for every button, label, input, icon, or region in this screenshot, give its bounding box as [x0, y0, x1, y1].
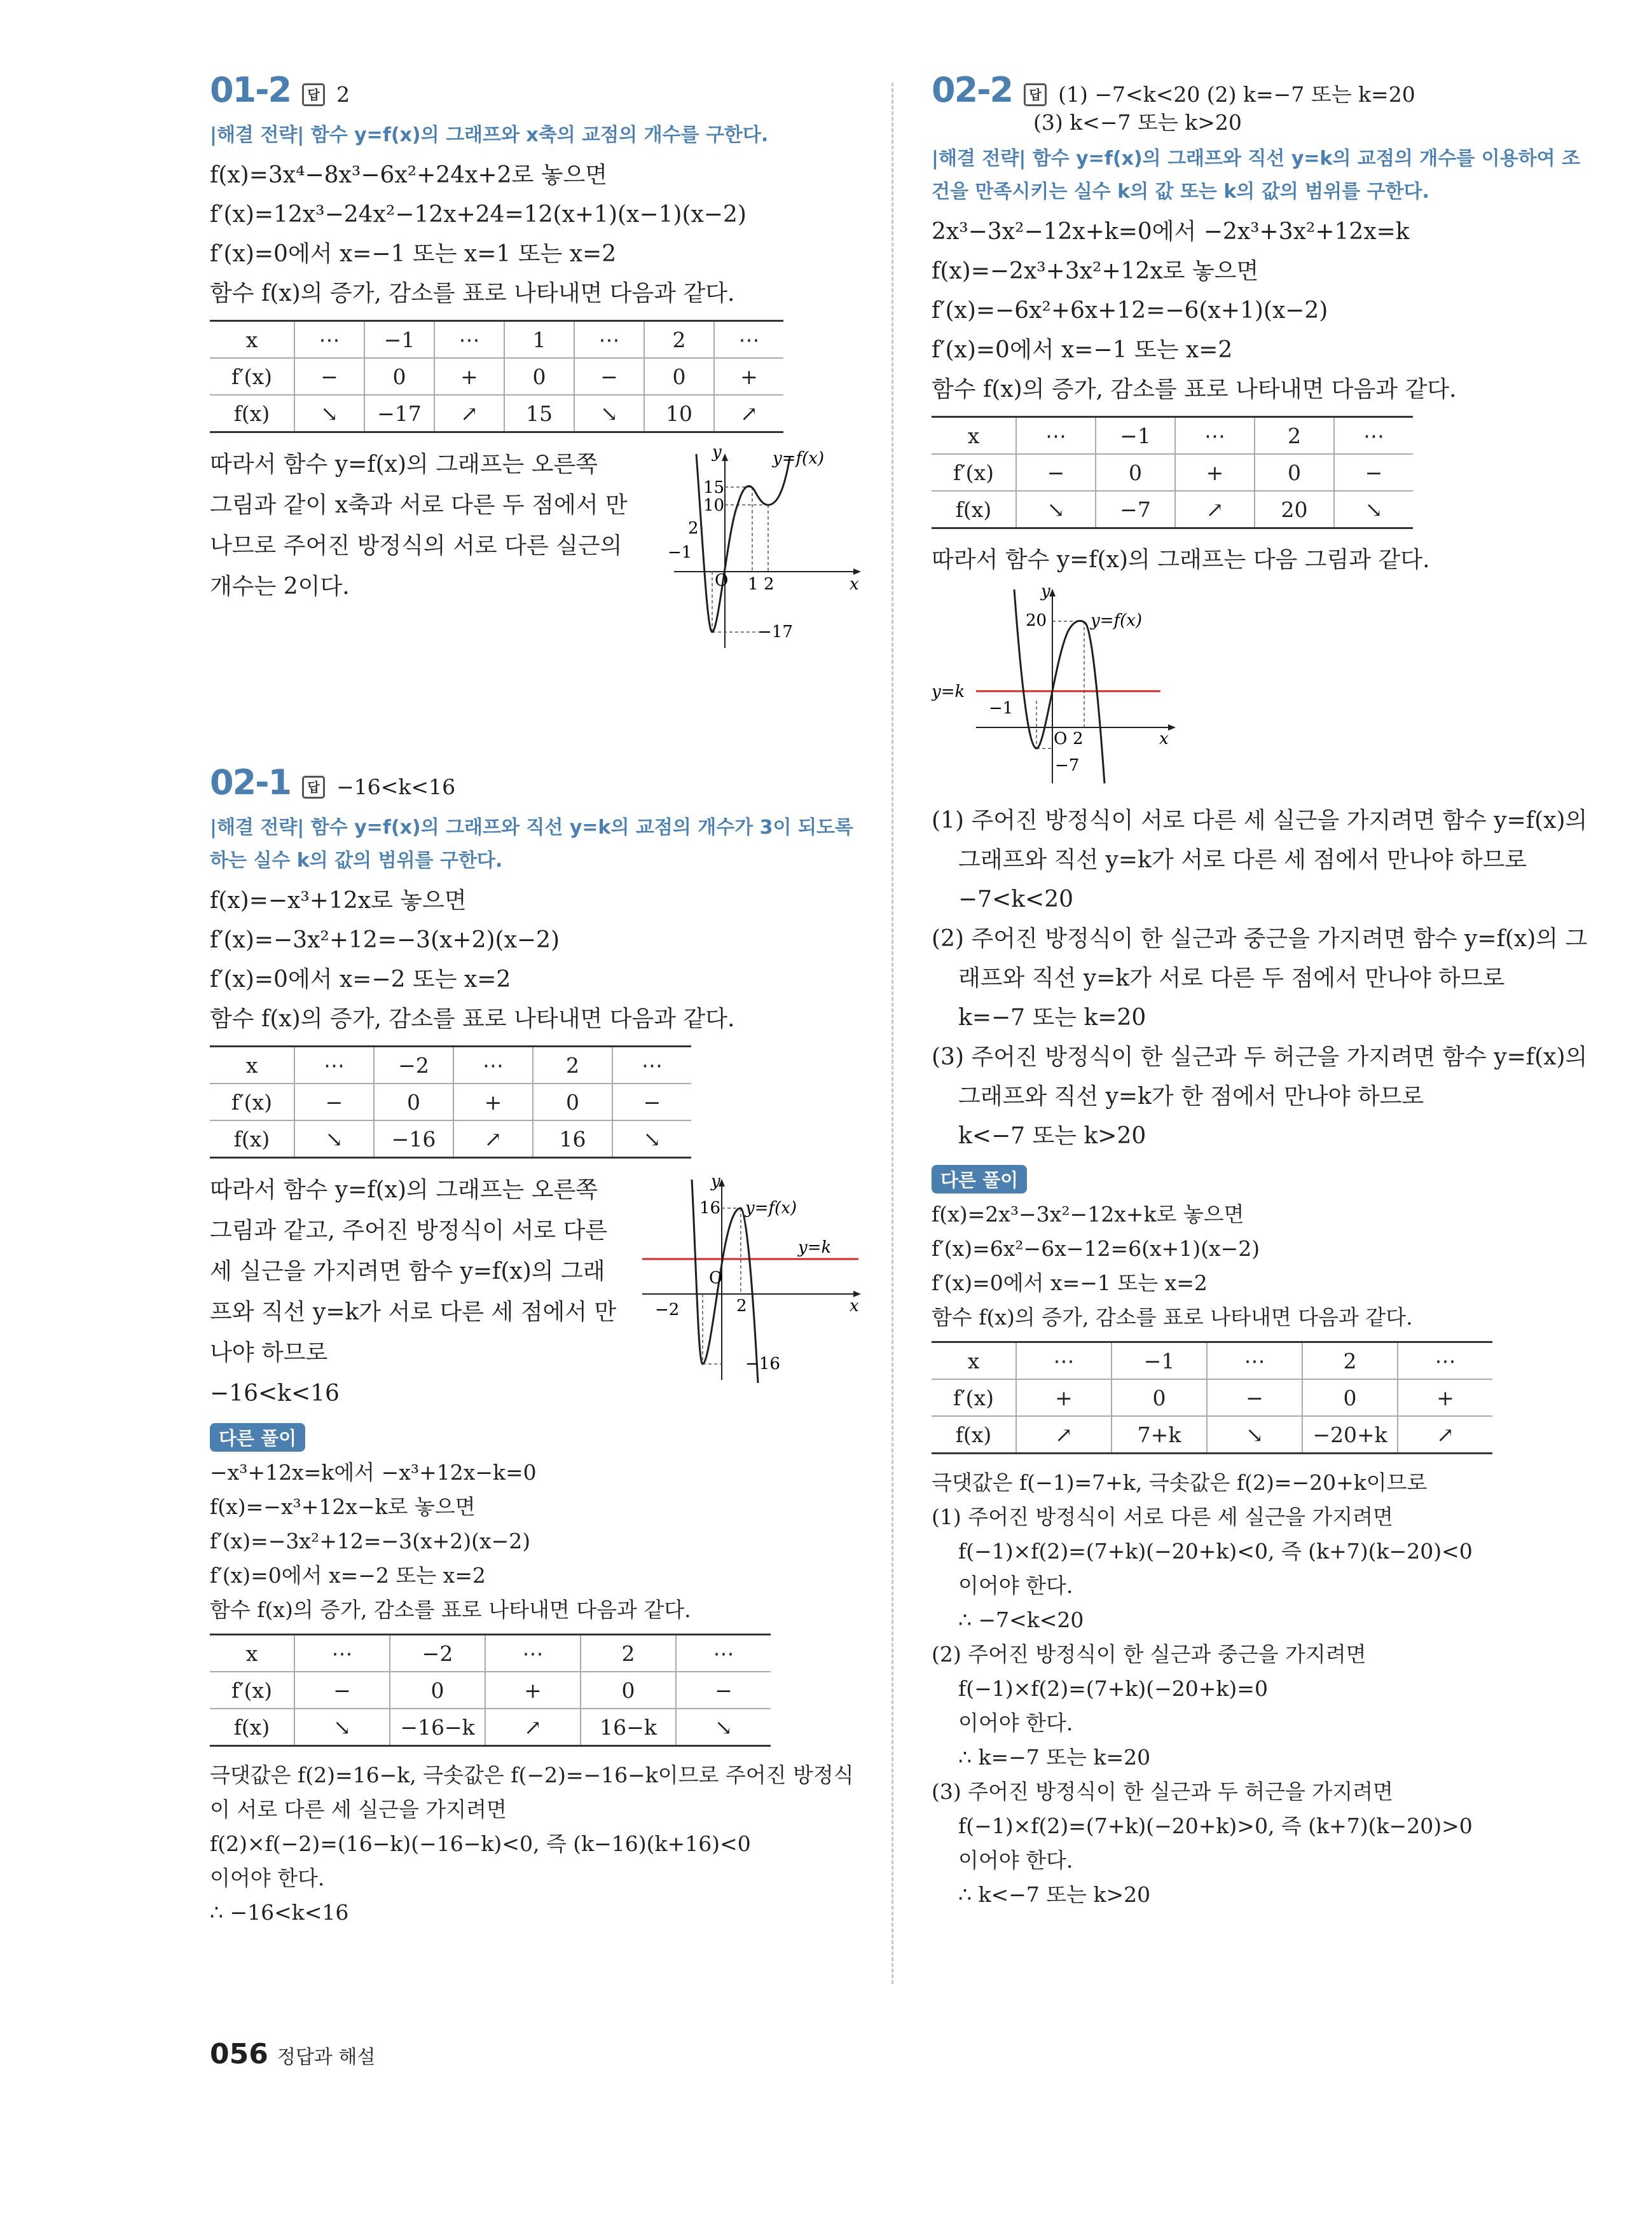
- table-cell: 2: [581, 1635, 676, 1672]
- table-cell: −1: [1096, 417, 1175, 455]
- table-cell: ⋯: [1207, 1342, 1302, 1380]
- table-cell: ↗: [434, 395, 504, 432]
- table-cell: −: [294, 1672, 390, 1709]
- solution-line: f(x)=−2x³+3x²+12x로 놓으면: [932, 258, 1259, 284]
- y-label: y: [1041, 582, 1050, 601]
- solution-line: f′(x)=12x³−24x²−12x+24=12(x+1)(x−1)(x−2): [210, 202, 747, 228]
- alt-solution-line: 극댓값은 f(2)=16−k, 극솟값은 f(−2)=−16−k이므로 주어진 방정식: [210, 1763, 854, 1787]
- tick-label: 15: [703, 478, 725, 497]
- alternative-solution-badge: 다른 풀이: [932, 1165, 1027, 1194]
- table-cell: ⋯: [453, 1047, 533, 1084]
- table-cell: 0: [504, 358, 574, 395]
- case-line: k<−7 또는 k>20: [958, 1123, 1146, 1149]
- alt-solution-line: ∴ −16<k<16: [210, 1900, 349, 1925]
- table-cell: 7+k: [1112, 1416, 1207, 1454]
- left-column: [210, 70, 865, 1930]
- table-cell: −: [1016, 454, 1096, 491]
- table-cell: 1: [504, 321, 574, 359]
- alt-solution-line: f′(x)=0에서 x=−2 또는 x=2: [210, 1563, 486, 1588]
- alt-solution-line: −x³+12x=k에서 −x³+12x−k=0: [210, 1460, 537, 1485]
- strategy-line: |해결 전략| 함수 y=f(x)의 그래프와 직선 y=k의 교점의 개수를 이용하여 조: [932, 148, 1581, 170]
- table-cell: ⋯: [1334, 417, 1413, 455]
- function-label: y=f(x): [1091, 611, 1143, 630]
- x-label: x: [1159, 729, 1169, 748]
- page-label: 정답과 해설: [277, 2046, 376, 2068]
- column-divider: [891, 83, 893, 1984]
- x-label: x: [850, 1297, 859, 1316]
- table-cell: ⋯: [1175, 417, 1255, 455]
- alt-solution-line: 함수 f(x)의 증가, 감소를 표로 나타내면 다음과 같다.: [932, 1305, 1413, 1330]
- graph-02-1: [636, 1170, 865, 1386]
- tick-label: −2: [655, 1300, 680, 1319]
- page-footer: [210, 2038, 375, 2070]
- case-line: 래프와 직선 y=k가 서로 다른 두 점에서 만나야 하므로: [958, 965, 1505, 991]
- table-cell: x: [210, 1047, 294, 1084]
- variation-table: [932, 416, 1413, 529]
- table-cell: ⋯: [485, 1635, 581, 1672]
- table-cell: ↘: [676, 1709, 771, 1746]
- table-cell: f(x): [210, 395, 294, 432]
- table-cell: −20+k: [1302, 1416, 1398, 1454]
- answer: −16<k<16: [336, 774, 456, 799]
- table-cell: ⋯: [574, 321, 644, 359]
- answer: 2: [336, 82, 350, 107]
- table-cell: 0: [1096, 454, 1175, 491]
- table-cell: 15: [504, 395, 574, 432]
- tick-label: 2: [764, 575, 774, 594]
- conclusion-line: 나야 하므로: [210, 1340, 328, 1366]
- table-cell: +: [1016, 1379, 1112, 1416]
- table-cell: x: [210, 1635, 294, 1672]
- case-line: (3) 주어진 방정식이 한 실근과 두 허근을 가지려면 함수 y=f(x)의: [932, 1044, 1588, 1070]
- alt-solution-line: ∴ −7<k<20: [958, 1607, 1084, 1632]
- page-number: 056: [210, 2038, 268, 2070]
- conclusion-line: 세 실근을 가지려면 함수 y=f(x)의 그래: [210, 1258, 605, 1284]
- table-cell: 16: [533, 1120, 612, 1158]
- table-cell: −2: [390, 1635, 485, 1672]
- table-cell: −7: [1096, 491, 1175, 528]
- graph-02-2: [932, 580, 1186, 790]
- answer-mark-icon: 답: [302, 776, 325, 799]
- table-cell: ↗: [1398, 1416, 1492, 1454]
- alt-solution-line: 함수 f(x)의 증가, 감소를 표로 나타내면 다음과 같다.: [210, 1597, 691, 1622]
- origin-label: O: [709, 1269, 723, 1288]
- table-cell: f′(x): [932, 1379, 1016, 1416]
- conclusion-line: 프와 직선 y=k가 서로 다른 세 점에서 만: [210, 1299, 617, 1325]
- conclusion-line: 개수는 2이다.: [210, 574, 350, 600]
- variation-table: [210, 1045, 691, 1159]
- solution-line: f′(x)=−6x²+6x+12=−6(x+1)(x−2): [932, 298, 1328, 324]
- strategy-line: 하는 실수 k의 값의 범위를 구한다.: [210, 850, 503, 872]
- conclusion-line: −16<k<16: [210, 1380, 340, 1407]
- table-cell: ⋯: [714, 321, 783, 359]
- solution-line: f(x)=3x⁴−8x³−6x²+24x+2로 놓으면: [210, 162, 608, 188]
- conclusion-line: 나므로 주어진 방정식의 서로 다른 실근의: [210, 533, 623, 559]
- problem-02-2: [932, 70, 1587, 1912]
- alt-solution-line: 이 서로 다른 세 실근을 가지려면: [210, 1797, 507, 1822]
- table-cell: 0: [1112, 1379, 1207, 1416]
- case-line: (1) 주어진 방정식이 서로 다른 세 실근을 가지려면 함수 y=f(x)의: [932, 808, 1588, 834]
- alt-solution-line: 이어야 한다.: [958, 1710, 1073, 1735]
- table-cell: ⋯: [294, 1047, 374, 1084]
- alt-solution-line: f(x)=−x³+12x−k로 놓으면: [210, 1494, 476, 1519]
- tick-label: −7: [1055, 756, 1080, 775]
- table-cell: 0: [581, 1672, 676, 1709]
- table-cell: 2: [644, 321, 714, 359]
- table-cell: 0: [644, 358, 714, 395]
- case-line: (2) 주어진 방정식이 한 실근과 중근을 가지려면 함수 y=f(x)의 그: [932, 926, 1588, 952]
- alt-solution-line: f(x)=2x³−3x²−12x+k로 놓으면: [932, 1202, 1244, 1227]
- table-cell: −17: [364, 395, 434, 432]
- solution-strategy: [932, 142, 1587, 209]
- table-cell: ⋯: [1016, 1342, 1112, 1380]
- alt-solution-line: (1) 주어진 방정식이 서로 다른 세 실근을 가지려면: [932, 1504, 1393, 1529]
- tick-label: 20: [1026, 611, 1047, 630]
- tick-label: 2: [736, 1297, 747, 1316]
- problem-01-2: [210, 70, 865, 654]
- alt-solution-line: (2) 주어진 방정식이 한 실근과 중근을 가지려면: [932, 1642, 1366, 1667]
- alt-solution-line: f′(x)=0에서 x=−1 또는 x=2: [932, 1270, 1208, 1295]
- table-cell: 2: [1255, 417, 1334, 455]
- table-cell: 10: [644, 395, 714, 432]
- solution-line: 함수 f(x)의 증가, 감소를 표로 나타내면 다음과 같다.: [210, 1006, 735, 1032]
- alt-solution-line: ∴ k<−7 또는 k>20: [958, 1882, 1151, 1907]
- table-cell: −: [294, 358, 364, 395]
- case-list: [932, 801, 1587, 1156]
- solution-strategy: [210, 811, 865, 878]
- line-label: y=k: [798, 1238, 832, 1257]
- table-cell: 2: [1302, 1342, 1398, 1380]
- table-cell: x: [932, 417, 1016, 455]
- conclusion-line: 따라서 함수 y=f(x)의 그래프는 오른쪽: [210, 451, 598, 478]
- table-cell: −16: [374, 1120, 453, 1158]
- function-label: y=f(x): [773, 449, 825, 468]
- table-cell: −1: [364, 321, 434, 359]
- table-cell: ↗: [453, 1120, 533, 1158]
- right-column: [932, 70, 1587, 1912]
- graph-intro: 따라서 함수 y=f(x)의 그래프는 다음 그림과 같다.: [932, 547, 1430, 573]
- table-cell: x: [932, 1342, 1016, 1380]
- tick-label: −1: [668, 543, 692, 562]
- table-cell: +: [1398, 1379, 1492, 1416]
- table-cell: ↘: [1207, 1416, 1302, 1454]
- table-cell: f(x): [932, 491, 1016, 528]
- function-label: y=f(x): [745, 1199, 797, 1218]
- table-cell: 2: [533, 1047, 612, 1084]
- table-cell: ⋯: [1016, 417, 1096, 455]
- tick-label: 10: [703, 496, 725, 515]
- tick-label: 1: [748, 575, 759, 594]
- origin-label: O: [1054, 729, 1068, 748]
- alt-solution-line: 이어야 한다.: [210, 1866, 325, 1890]
- table-cell: ↗: [485, 1709, 581, 1746]
- variation-table: [210, 320, 783, 433]
- table-cell: 0: [390, 1672, 485, 1709]
- conclusion: [210, 1170, 616, 1414]
- alt-solution-line: f′(x)=6x²−6x−12=6(x+1)(x−2): [932, 1236, 1260, 1261]
- solution-line: 2x³−3x²−12x+k=0에서 −2x³+3x²+12x=k: [932, 219, 1410, 245]
- case-line: 그래프와 직선 y=k가 서로 다른 세 점에서 만나야 하므로: [958, 847, 1527, 873]
- table-cell: 0: [1302, 1379, 1398, 1416]
- alt-solution-line: 극댓값은 f(−1)=7+k, 극솟값은 f(2)=−20+k이므로: [932, 1470, 1428, 1495]
- line-label: y=k: [932, 682, 965, 701]
- strategy-line: 건을 만족시키는 실수 k의 값 또는 k의 값의 범위를 구한다.: [932, 181, 1429, 203]
- case-line: k=−7 또는 k=20: [958, 1005, 1146, 1031]
- tick-label: 2: [688, 519, 699, 538]
- table-cell: 0: [374, 1084, 453, 1120]
- table-cell: 16−k: [581, 1709, 676, 1746]
- solution-line: 함수 f(x)의 증가, 감소를 표로 나타내면 다음과 같다.: [210, 280, 735, 306]
- table-cell: ⋯: [612, 1047, 691, 1084]
- alt-solution-line: (3) 주어진 방정식이 한 실근과 두 허근을 가지려면: [932, 1779, 1393, 1804]
- alt-solution-line: ∴ k=−7 또는 k=20: [958, 1745, 1151, 1770]
- table-cell: f(x): [932, 1416, 1016, 1454]
- solution-line: f′(x)=0에서 x=−1 또는 x=1 또는 x=2: [210, 241, 617, 267]
- table-cell: −16−k: [390, 1709, 485, 1746]
- x-axis-arrow-icon: [853, 568, 861, 575]
- tick-label: −16: [745, 1354, 780, 1373]
- y-axis-arrow-icon: [722, 453, 728, 461]
- table-cell: +: [485, 1672, 581, 1709]
- alt-variation-table: [210, 1634, 771, 1747]
- table-cell: ↗: [1175, 491, 1255, 528]
- tick-label: 2: [1073, 729, 1084, 748]
- alt-solution-line: f(−1)×f(2)=(7+k)(−20+k)<0, 즉 (k+7)(k−20)<0: [958, 1539, 1473, 1564]
- x-axis-arrow-icon: [1168, 724, 1176, 731]
- table-cell: f′(x): [932, 454, 1016, 491]
- alt-solution-line: f(2)×f(−2)=(16−k)(−16−k)<0, 즉 (k−16)(k+16)<0: [210, 1831, 751, 1856]
- table-cell: ↘: [1334, 491, 1413, 528]
- table-cell: ⋯: [294, 321, 364, 359]
- problem-number: 02-2: [932, 70, 1013, 110]
- table-cell: ↗: [1016, 1416, 1112, 1454]
- table-cell: ⋯: [1398, 1342, 1492, 1380]
- alt-solution-line: 이어야 한다.: [958, 1848, 1073, 1873]
- tick-label: −1: [989, 699, 1014, 718]
- solution-line: f(x)=−x³+12x로 놓으면: [210, 888, 467, 914]
- origin-label: O: [715, 571, 729, 590]
- table-cell: f′(x): [210, 358, 294, 395]
- table-cell: +: [434, 358, 504, 395]
- table-cell: +: [453, 1084, 533, 1120]
- alt-solution-line: 이어야 한다.: [958, 1573, 1073, 1598]
- table-cell: −: [574, 358, 644, 395]
- table-cell: 0: [533, 1084, 612, 1120]
- table-cell: f′(x): [210, 1084, 294, 1120]
- alt-solution-line: f′(x)=−3x²+12=−3(x+2)(x−2): [210, 1529, 531, 1553]
- x-label: x: [850, 575, 859, 594]
- answer-mark-icon: 답: [1024, 83, 1047, 106]
- problem-number: 02-1: [210, 762, 291, 802]
- table-cell: ↗: [714, 395, 783, 432]
- tick-label: 16: [699, 1199, 721, 1218]
- table-cell: x: [210, 321, 294, 359]
- answer-continued: (3) k<−7 또는 k>20: [1033, 110, 1242, 135]
- table-cell: ↘: [294, 1709, 390, 1746]
- table-cell: 0: [1255, 454, 1334, 491]
- table-cell: −: [1334, 454, 1413, 491]
- answer: (1) −7<k<20 (2) k=−7 또는 k=20: [1058, 82, 1415, 107]
- table-cell: −: [612, 1084, 691, 1120]
- tick-label: −17: [758, 623, 793, 642]
- table-cell: ↘: [294, 395, 364, 432]
- table-cell: +: [1175, 454, 1255, 491]
- solution-line: f′(x)=−3x²+12=−3(x+2)(x−2): [210, 927, 560, 953]
- table-cell: −2: [374, 1047, 453, 1084]
- solution-strategy: |해결 전략| 함수 y=f(x)의 그래프와 x축의 교점의 개수를 구한다.: [210, 124, 769, 146]
- table-cell: −: [294, 1084, 374, 1120]
- solution-line: 함수 f(x)의 증가, 감소를 표로 나타내면 다음과 같다.: [932, 376, 1457, 403]
- alternative-solution-badge: 다른 풀이: [210, 1423, 305, 1452]
- conclusion: [210, 444, 628, 607]
- answer-mark-icon: 답: [302, 83, 325, 106]
- strategy-line: |해결 전략| 함수 y=f(x)의 그래프와 직선 y=k의 교점의 개수가 3이 되도록: [210, 816, 853, 839]
- conclusion-line: 그림과 같고, 주어진 방정식이 서로 다른: [210, 1218, 608, 1244]
- table-cell: 0: [364, 358, 434, 395]
- problem-number: 01-2: [210, 70, 291, 110]
- table-cell: f(x): [210, 1120, 294, 1158]
- graph-01-2: [649, 444, 865, 654]
- table-cell: ⋯: [434, 321, 504, 359]
- alt-solution-line: f(−1)×f(2)=(7+k)(−20+k)>0, 즉 (k+7)(k−20)>0: [958, 1814, 1473, 1838]
- solution-line: f′(x)=0에서 x=−2 또는 x=2: [210, 967, 511, 993]
- case-line: 그래프와 직선 y=k가 한 점에서 만나야 하므로: [958, 1084, 1424, 1110]
- table-cell: −: [676, 1672, 771, 1709]
- problem-02-1: [210, 762, 865, 1930]
- table-cell: +: [714, 358, 783, 395]
- conclusion-line: 따라서 함수 y=f(x)의 그래프는 오른쪽: [210, 1177, 598, 1203]
- conclusion-line: 그림과 같이 x축과 서로 다른 두 점에서 만: [210, 492, 628, 518]
- table-cell: ↘: [1016, 491, 1096, 528]
- solution-line: f′(x)=0에서 x=−1 또는 x=2: [932, 337, 1233, 363]
- table-cell: ↘: [612, 1120, 691, 1158]
- table-cell: ↘: [574, 395, 644, 432]
- table-cell: ⋯: [676, 1635, 771, 1672]
- table-cell: ↘: [294, 1120, 374, 1158]
- table-cell: f(x): [210, 1709, 294, 1746]
- alt-variation-table: [932, 1341, 1492, 1454]
- alt-solution-line: f(−1)×f(2)=(7+k)(−20+k)=0: [958, 1676, 1268, 1701]
- table-cell: ⋯: [294, 1635, 390, 1672]
- table-cell: −1: [1112, 1342, 1207, 1380]
- case-line: −7<k<20: [958, 886, 1074, 912]
- table-cell: 20: [1255, 491, 1334, 528]
- table-cell: −: [1207, 1379, 1302, 1416]
- table-cell: f′(x): [210, 1672, 294, 1709]
- y-label: y: [712, 444, 722, 462]
- y-label: y: [711, 1172, 720, 1191]
